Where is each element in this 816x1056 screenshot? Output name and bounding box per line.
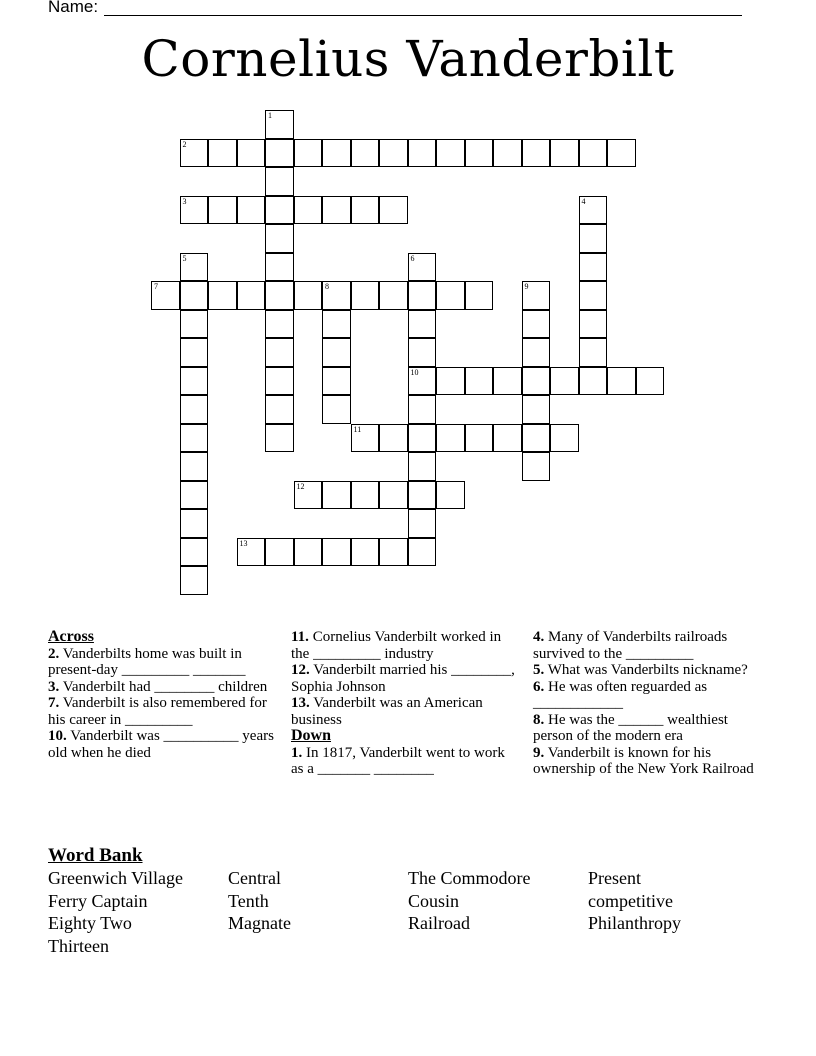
name-underline[interactable] <box>104 15 742 16</box>
grid-cell[interactable] <box>408 538 437 567</box>
grid-cell[interactable] <box>408 310 437 339</box>
clue-number: 8 <box>325 282 329 291</box>
clue-across-3: 3. Vanderbilt had ________ children <box>48 678 268 695</box>
grid-cell[interactable] <box>379 538 408 567</box>
grid-cell[interactable] <box>180 139 209 168</box>
grid-cell[interactable] <box>522 367 551 396</box>
word-bank-item: Tenth <box>228 890 269 911</box>
clue-down-8: 8. He was the ______ wealthiest person of the modern era <box>533 711 728 744</box>
grid-cell[interactable] <box>180 281 209 310</box>
clues-column-2 <box>291 629 516 778</box>
grid-cell[interactable] <box>265 196 294 225</box>
grid-cell[interactable] <box>265 110 294 139</box>
clue-across-7: 7. Vanderbilt is also remembered for his career in _________ <box>48 695 267 728</box>
grid-cell[interactable] <box>465 424 494 453</box>
clue-across-13: 13. Vanderbilt was an American business <box>291 695 483 728</box>
grid-cell[interactable] <box>408 139 437 168</box>
grid-cell[interactable] <box>607 139 636 168</box>
grid-cell[interactable] <box>579 139 608 168</box>
clue-down-9: 9. Vanderbilt is known for his ownership of the New York Railroad <box>533 744 754 777</box>
grid-cell[interactable] <box>465 139 494 168</box>
word-bank-item: Eighty Two <box>48 913 132 934</box>
name-label: Name: <box>48 0 99 16</box>
grid-cell[interactable] <box>579 367 608 396</box>
clue-down-4: 4. Many of Vanderbilts railroads survived to the _________ <box>533 629 728 662</box>
clue-number: 4 <box>581 196 586 206</box>
grid-cell[interactable] <box>265 395 294 424</box>
grid-cell[interactable] <box>579 224 608 253</box>
clue-number: 6 <box>410 253 415 263</box>
grid-cell[interactable] <box>351 139 380 168</box>
grid-cell[interactable] <box>408 281 437 310</box>
grid-cell[interactable] <box>465 281 494 310</box>
grid-cell[interactable] <box>522 310 551 339</box>
grid-cell[interactable] <box>180 310 209 339</box>
clue-number: 7 <box>154 282 158 291</box>
grid-cell[interactable] <box>265 424 294 453</box>
grid-cell[interactable] <box>322 310 351 339</box>
word-bank-item: Present <box>588 868 641 888</box>
grid-cell[interactable] <box>265 367 294 396</box>
grid-cell[interactable] <box>265 338 294 367</box>
grid-cell[interactable] <box>493 139 522 168</box>
grid-cell[interactable] <box>237 538 266 567</box>
grid-cell[interactable] <box>436 367 465 396</box>
grid-cell[interactable] <box>579 338 608 367</box>
grid-cell[interactable] <box>322 367 351 396</box>
word-bank-item: Ferry Captain <box>48 890 148 911</box>
grid-cell[interactable] <box>322 139 351 168</box>
grid-cell[interactable] <box>180 395 209 424</box>
grid-cell[interactable] <box>408 509 437 538</box>
grid-cell[interactable] <box>265 224 294 253</box>
grid-cell[interactable] <box>379 481 408 510</box>
word-bank-item: Cousin <box>408 890 460 911</box>
grid-cell[interactable] <box>180 196 209 225</box>
grid-cell[interactable] <box>493 424 522 453</box>
clue-across-2: 2. Vanderbilts home was built in present-day _________ _______ <box>48 645 246 678</box>
grid-cell[interactable] <box>522 281 551 310</box>
word-bank-heading: Word Bank <box>48 845 143 866</box>
grid-cell[interactable] <box>408 395 437 424</box>
clue-number: 1 <box>268 111 272 120</box>
grid-cell[interactable] <box>408 367 437 396</box>
grid-cell[interactable] <box>408 424 437 453</box>
grid-cell[interactable] <box>636 367 665 396</box>
grid-cell[interactable] <box>180 509 209 538</box>
grid-cell[interactable] <box>322 281 351 310</box>
page-title: Cornelius Vanderbilt <box>141 30 675 88</box>
clue-number: 13 <box>239 538 248 548</box>
grid-cell[interactable] <box>237 281 266 310</box>
grid-cell[interactable] <box>294 481 323 510</box>
clues-column-1 <box>48 629 278 761</box>
grid-cell[interactable] <box>379 424 408 453</box>
grid-cell[interactable] <box>351 538 380 567</box>
grid-cell[interactable] <box>522 452 551 481</box>
grid-cell[interactable] <box>408 253 437 282</box>
clue-number: 10 <box>410 367 419 377</box>
grid-cell[interactable] <box>294 538 323 567</box>
grid-cell[interactable] <box>493 367 522 396</box>
clue-number: 2 <box>182 139 187 149</box>
grid-cell[interactable] <box>237 196 266 225</box>
clue-down-5: 5. What was Vanderbilts nickname? <box>533 662 748 678</box>
grid-cell[interactable] <box>579 310 608 339</box>
word-bank-item: Greenwich Village <box>48 868 184 888</box>
grid-cell[interactable] <box>408 481 437 510</box>
grid-cell[interactable] <box>265 281 294 310</box>
across-heading: Across <box>48 628 94 645</box>
clue-number: 12 <box>296 481 305 491</box>
grid-cell[interactable] <box>180 452 209 481</box>
grid-cell[interactable] <box>351 281 380 310</box>
clue-across-12: 12. Vanderbilt married his ________, Sophia Johnson <box>291 662 515 695</box>
grid-cell[interactable] <box>465 367 494 396</box>
grid-cell[interactable] <box>436 139 465 168</box>
grid-cell[interactable] <box>180 424 209 453</box>
grid-cell[interactable] <box>180 367 209 396</box>
grid-cell[interactable] <box>294 281 323 310</box>
grid-cell[interactable] <box>550 367 579 396</box>
grid-cell[interactable] <box>180 481 209 510</box>
word-bank-item: The Commodore <box>408 868 531 888</box>
clue-down-6: 6. He was often reguarded as ____________ <box>533 678 708 711</box>
grid-cell[interactable] <box>180 338 209 367</box>
grid-cell[interactable] <box>322 338 351 367</box>
grid-cell[interactable] <box>351 424 380 453</box>
grid-cell[interactable] <box>436 481 465 510</box>
clue-number: 3 <box>182 196 187 206</box>
grid-cell[interactable] <box>265 139 294 168</box>
grid-cell[interactable] <box>180 253 209 282</box>
grid-cell[interactable] <box>522 395 551 424</box>
grid-cell[interactable] <box>322 481 351 510</box>
grid-cell[interactable] <box>550 424 579 453</box>
grid-cell[interactable] <box>522 139 551 168</box>
grid-cell[interactable] <box>322 196 351 225</box>
clue-number: 9 <box>524 282 529 291</box>
grid-cell[interactable] <box>351 196 380 225</box>
grid-cell[interactable] <box>550 139 579 168</box>
grid-cell[interactable] <box>522 424 551 453</box>
grid-cell[interactable] <box>208 196 237 225</box>
word-bank-item: Philanthropy <box>588 913 681 934</box>
grid-cell[interactable] <box>379 196 408 225</box>
grid-cell[interactable] <box>579 253 608 282</box>
grid-cell[interactable] <box>408 452 437 481</box>
clue-number: 11 <box>353 424 362 434</box>
word-bank-item: competitive <box>588 890 673 911</box>
grid-cell[interactable] <box>436 281 465 310</box>
grid-cell[interactable] <box>151 281 180 310</box>
grid-cell[interactable] <box>265 310 294 339</box>
grid-cell[interactable] <box>294 196 323 225</box>
grid-cell[interactable] <box>522 338 551 367</box>
clue-number: 5 <box>182 253 187 263</box>
grid-cell[interactable] <box>579 196 608 225</box>
clue-down-1: 1. In 1817, Vanderbilt went to work as a _______ ________ <box>291 744 505 777</box>
grid-cell[interactable] <box>294 139 323 168</box>
word-bank-item: Central <box>228 868 281 888</box>
grid-cell[interactable] <box>180 566 209 595</box>
clue-across-11: 11. Cornelius Vanderbilt worked in the _________ industry <box>291 629 502 662</box>
grid-cell[interactable] <box>237 139 266 168</box>
clue-across-10: 10. Vanderbilt was __________ years old when he died <box>48 728 274 761</box>
grid-cell[interactable] <box>436 424 465 453</box>
grid-cell[interactable] <box>208 281 237 310</box>
word-bank-item: Railroad <box>408 913 470 934</box>
grid-cell[interactable] <box>351 481 380 510</box>
down-heading: Down <box>291 727 332 744</box>
grid-cell[interactable] <box>265 167 294 196</box>
grid-cell[interactable] <box>322 395 351 424</box>
grid-cell[interactable] <box>379 281 408 310</box>
grid-cell[interactable] <box>408 338 437 367</box>
grid-cell[interactable] <box>607 367 636 396</box>
grid-cell[interactable] <box>265 538 294 567</box>
grid-cell[interactable] <box>579 281 608 310</box>
grid-cell[interactable] <box>322 538 351 567</box>
grid-cell[interactable] <box>265 253 294 282</box>
word-bank-item: Thirteen <box>48 936 109 957</box>
grid-cell[interactable] <box>180 538 209 567</box>
word-bank-item: Magnate <box>228 913 291 934</box>
grid-cell[interactable] <box>208 139 237 168</box>
clues-column-3 <box>533 629 768 778</box>
grid-cell[interactable] <box>379 139 408 168</box>
